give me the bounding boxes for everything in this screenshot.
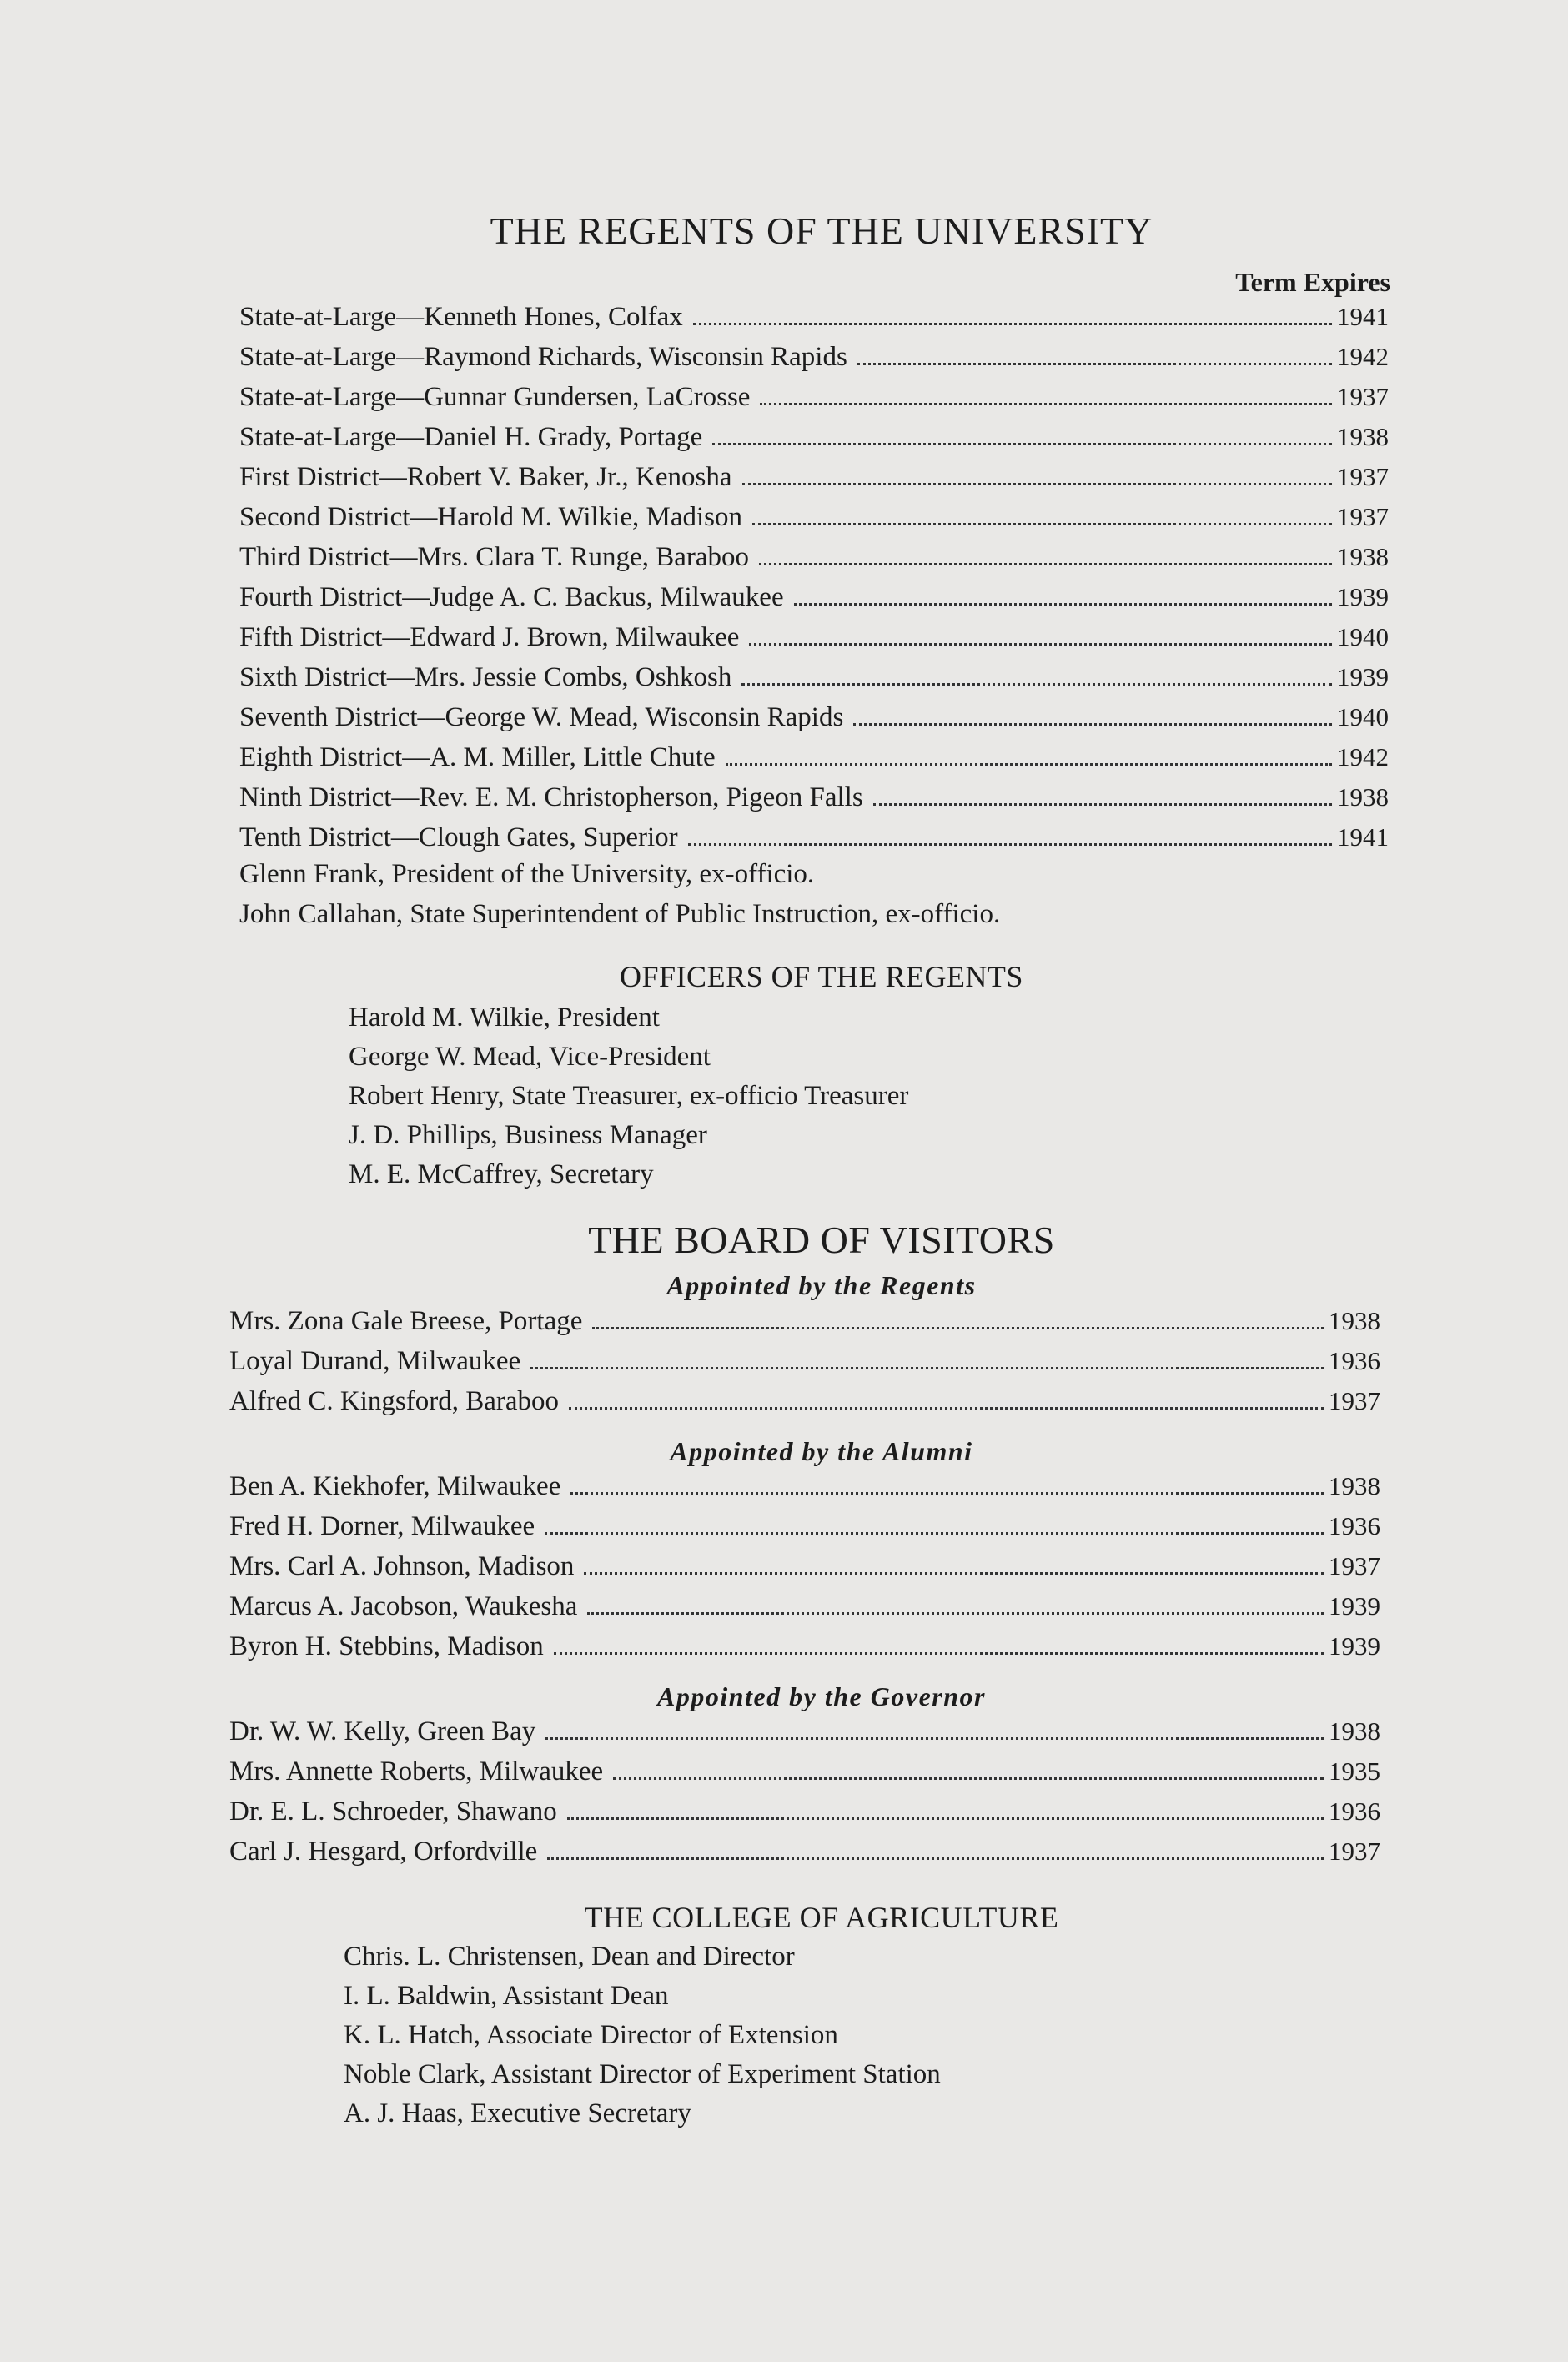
dot-leader (545, 1532, 1324, 1535)
regent-name: Fourth District—Judge A. C. Backus, Milwaukee (239, 582, 784, 612)
term-year: 1938 (1337, 422, 1389, 451)
officer-line: George W. Mead, Vice-President (349, 1042, 711, 1072)
regents-title: THE REGENTS OF THE UNIVERSITY (490, 209, 1153, 252)
regent-name: State-at-Large—Kenneth Hones, Colfax (239, 302, 683, 332)
visitor-row (229, 1716, 1380, 1747)
term-year: 1937 (1329, 1551, 1380, 1581)
dot-leader (693, 323, 1332, 325)
dot-leader (742, 483, 1332, 485)
group-heading: Appointed by the Governor (657, 1681, 986, 1711)
regent-name: Eighth District—A. M. Miller, Little Chute (239, 742, 716, 772)
regent-row (239, 342, 1389, 373)
dot-leader (726, 763, 1332, 766)
regent-name: First District—Robert V. Baker, Jr., Kenosha (239, 462, 732, 492)
term-year: 1936 (1329, 1511, 1380, 1540)
agriculture-line: K. L. Hatch, Associate Director of Extension (344, 2020, 838, 2050)
visitor-row (229, 1551, 1380, 1582)
dot-leader (569, 1407, 1324, 1410)
regent-name: Second District—Harold M. Wilkie, Madison (239, 502, 742, 532)
term-year: 1936 (1329, 1797, 1380, 1826)
visitor-row (229, 1346, 1380, 1377)
term-year: 1938 (1329, 1716, 1380, 1746)
visitor-row (229, 1306, 1380, 1337)
officer-line: Harold M. Wilkie, President (349, 1003, 660, 1033)
dot-leader (587, 1612, 1324, 1615)
dot-leader (794, 603, 1332, 606)
regent-row (239, 382, 1389, 413)
regent-row (239, 422, 1389, 453)
term-year: 1937 (1337, 462, 1389, 491)
visitor-row (229, 1591, 1380, 1622)
regent-name: State-at-Large—Gunnar Gundersen, LaCrosse (239, 382, 751, 412)
term-year: 1937 (1337, 502, 1389, 531)
regent-row (239, 702, 1389, 733)
term-year: 1942 (1337, 742, 1389, 771)
dot-leader (613, 1777, 1324, 1780)
term-year: 1940 (1337, 622, 1389, 651)
visitor-name: Ben A. Kiekhofer, Milwaukee (229, 1471, 561, 1501)
regent-name: State-at-Large—Raymond Richards, Wisconsin Rapids (239, 342, 847, 372)
term-year: 1941 (1337, 822, 1389, 852)
visitor-row (229, 1756, 1380, 1787)
term-year: 1939 (1329, 1591, 1380, 1621)
officer-line: M. E. McCaffrey, Secretary (349, 1159, 654, 1189)
agriculture-line: Noble Clark, Assistant Director of Experiment Station (344, 2059, 941, 2089)
dot-leader (749, 643, 1332, 646)
visitor-name: Fred H. Dorner, Milwaukee (229, 1511, 535, 1541)
term-year: 1938 (1337, 542, 1389, 571)
regent-row (239, 462, 1389, 493)
ex-officio-line: Glenn Frank, President of the University, ex-officio. (239, 859, 815, 889)
visitor-name: Mrs. Zona Gale Breese, Portage (229, 1306, 583, 1336)
regent-row (239, 302, 1389, 333)
regent-row (239, 542, 1389, 573)
regent-name: State-at-Large—Daniel H. Grady, Portage (239, 422, 703, 452)
dot-leader (688, 843, 1332, 846)
dot-leader (873, 803, 1332, 806)
term-year: 1939 (1337, 662, 1389, 691)
visitor-row (229, 1471, 1380, 1502)
term-year: 1938 (1329, 1306, 1380, 1335)
visitors-title: THE BOARD OF VISITORS (588, 1219, 1055, 1261)
term-year: 1942 (1337, 342, 1389, 371)
regent-name: Third District—Mrs. Clara T. Runge, Baraboo (239, 542, 749, 572)
visitor-row (229, 1837, 1380, 1867)
regent-row (239, 582, 1389, 613)
visitor-name: Alfred C. Kingsford, Baraboo (229, 1386, 560, 1416)
dot-leader (570, 1492, 1324, 1495)
visitor-name: Byron H. Stebbins, Madison (229, 1631, 544, 1661)
regent-row (239, 502, 1389, 533)
dot-leader (545, 1737, 1324, 1740)
officer-line: Robert Henry, State Treasurer, ex-officio Treasurer (349, 1081, 909, 1111)
group-heading: Appointed by the Alumni (670, 1436, 973, 1466)
term-year: 1937 (1329, 1837, 1380, 1866)
dot-leader (567, 1817, 1324, 1820)
dot-leader (857, 363, 1332, 365)
visitor-name: Mrs. Annette Roberts, Milwaukee (229, 1756, 604, 1787)
ex-officio-line: John Callahan, State Superintendent of Public Instruction, ex-officio. (239, 899, 1001, 929)
regent-row (239, 822, 1389, 853)
term-year: 1939 (1337, 582, 1389, 611)
visitor-row (229, 1797, 1380, 1827)
regent-row (239, 782, 1389, 813)
regent-name: Tenth District—Clough Gates, Superior (239, 822, 678, 852)
dot-leader (584, 1572, 1324, 1575)
agriculture-line: A. J. Haas, Executive Secretary (344, 2098, 691, 2128)
regent-name: Seventh District—George W. Mead, Wisconsin Rapids (239, 702, 844, 732)
regent-row (239, 622, 1389, 653)
term-year: 1936 (1329, 1346, 1380, 1375)
dot-leader (554, 1652, 1324, 1655)
dot-leader (741, 683, 1332, 686)
visitor-row (229, 1386, 1380, 1417)
visitor-name: Mrs. Carl A. Johnson, Madison (229, 1551, 575, 1581)
term-year: 1940 (1337, 702, 1389, 731)
term-year: 1938 (1329, 1471, 1380, 1500)
officer-line: J. D. Phillips, Business Manager (349, 1120, 707, 1150)
regent-name: Sixth District—Mrs. Jessie Combs, Oshkosh (239, 662, 732, 692)
term-year: 1938 (1337, 782, 1389, 812)
group-heading: Appointed by the Regents (666, 1270, 977, 1300)
agriculture-line: Chris. L. Christensen, Dean and Director (344, 1942, 795, 1972)
agriculture-title: THE COLLEGE OF AGRICULTURE (584, 1901, 1059, 1934)
visitor-row (229, 1631, 1380, 1662)
term-year: 1937 (1329, 1386, 1380, 1415)
term-year: 1935 (1329, 1756, 1380, 1786)
dot-leader (530, 1367, 1324, 1369)
term-year: 1939 (1329, 1631, 1380, 1661)
dot-leader (752, 523, 1332, 525)
visitor-name: Marcus A. Jacobson, Waukesha (229, 1591, 578, 1621)
dot-leader (853, 723, 1332, 726)
dot-leader (547, 1857, 1324, 1860)
visitor-name: Loyal Durand, Milwaukee (229, 1346, 521, 1376)
term-expires-header: Term Expires (1235, 267, 1390, 297)
term-year: 1937 (1337, 382, 1389, 411)
regent-name: Ninth District—Rev. E. M. Christopherson, Pigeon Falls (239, 782, 863, 812)
dot-leader (712, 443, 1332, 445)
dot-leader (592, 1327, 1324, 1329)
regent-name: Fifth District—Edward J. Brown, Milwaukee (239, 622, 740, 652)
regent-row (239, 662, 1389, 693)
officers-title: OFFICERS OF THE REGENTS (620, 960, 1023, 993)
visitor-name: Carl J. Hesgard, Orfordville (229, 1837, 538, 1867)
visitor-row (229, 1511, 1380, 1542)
regent-row (239, 742, 1389, 773)
dot-leader (759, 563, 1332, 565)
visitor-name: Dr. E. L. Schroeder, Shawano (229, 1797, 557, 1827)
visitor-name: Dr. W. W. Kelly, Green Bay (229, 1716, 536, 1746)
term-year: 1941 (1337, 302, 1389, 331)
dot-leader (760, 403, 1332, 405)
agriculture-line: I. L. Baldwin, Assistant Dean (344, 1981, 669, 2011)
